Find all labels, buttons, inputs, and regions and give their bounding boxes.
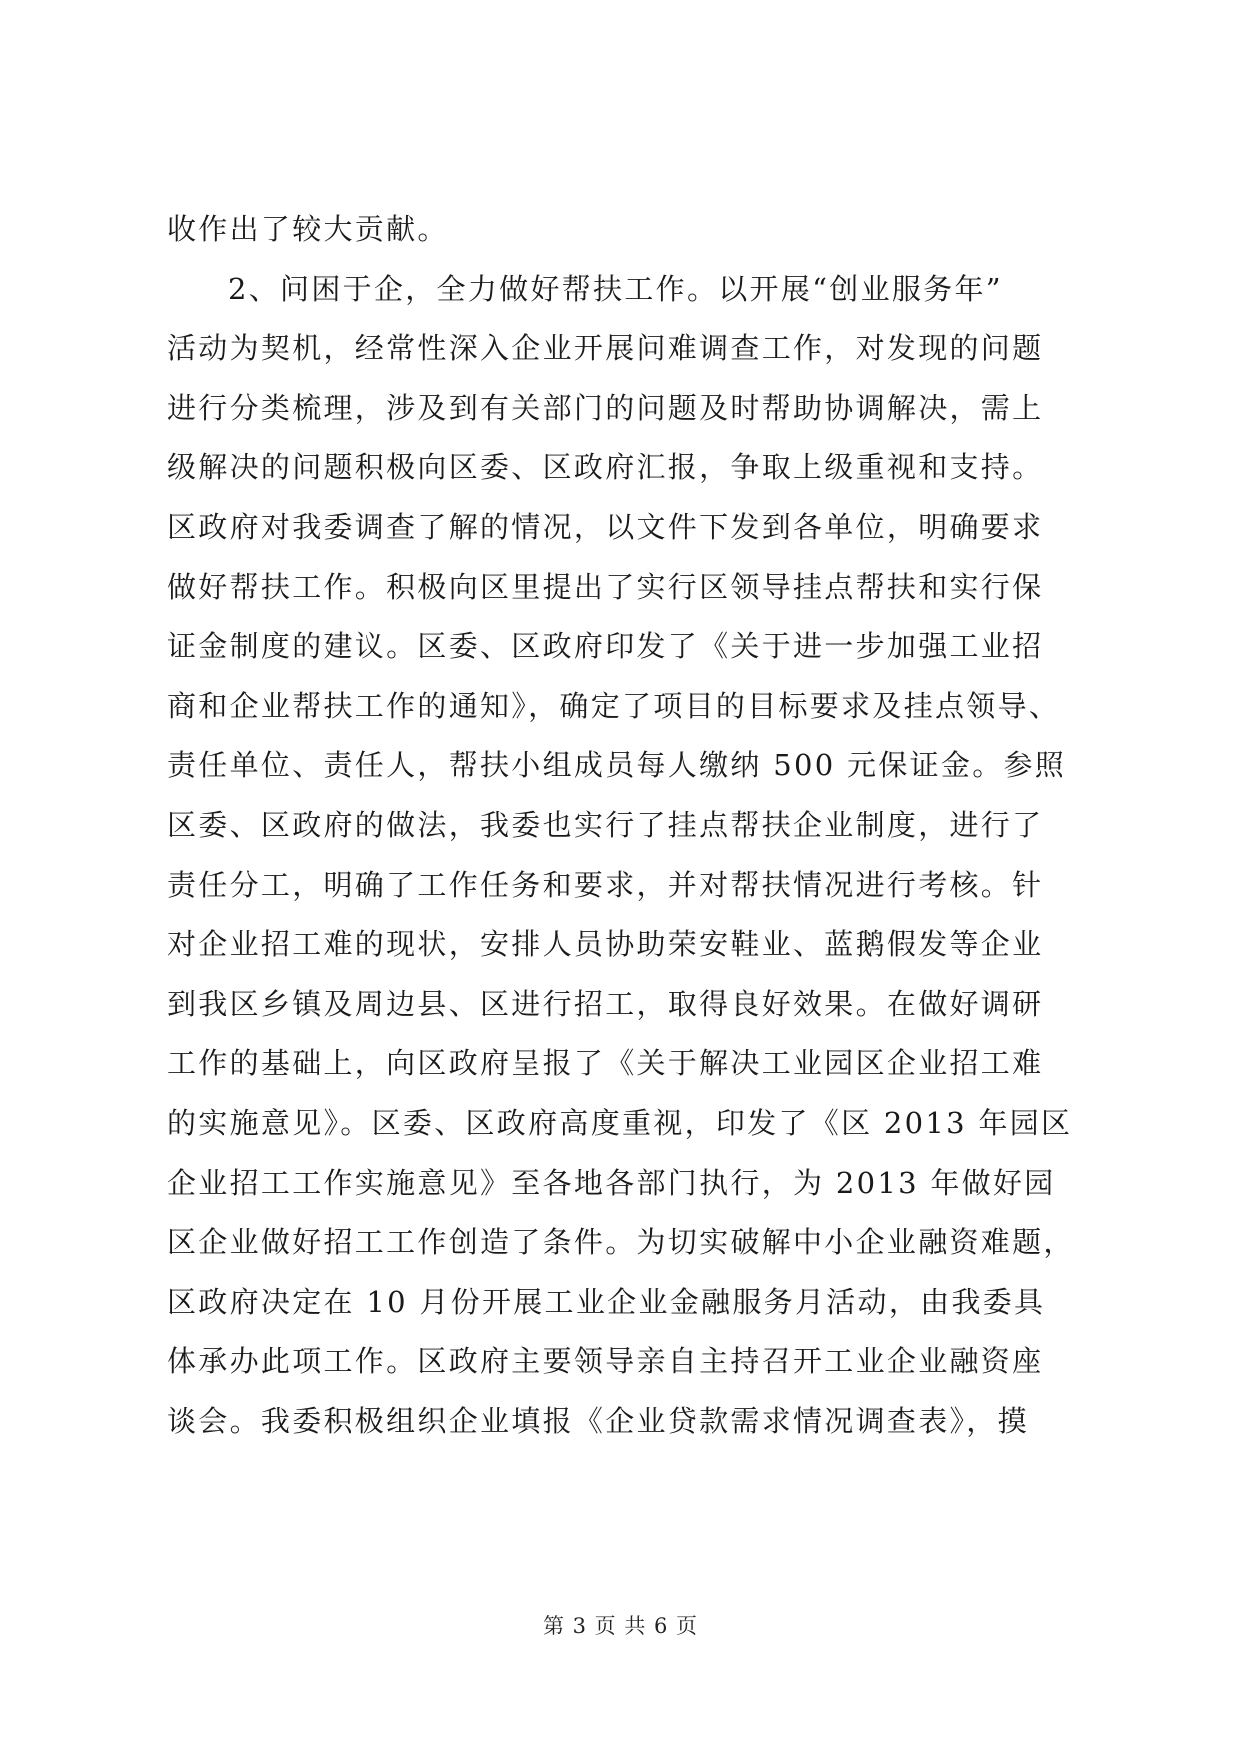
text-line: 活动为契机，经常性深入企业开展问难调查工作，对发现的问题 xyxy=(167,331,1044,366)
text-line: 责任单位、责任人，帮扶小组成员每人缴纳 500 元保证金。参照 xyxy=(167,748,1067,783)
text-line: 区政府决定在 10 月份开展工业企业金融服务月活动，由我委具 xyxy=(167,1284,1046,1319)
text-line: 的实施意见》。区委、区政府高度重视，印发了《区 2013 年园区 xyxy=(167,1105,1073,1140)
text-line: 区委、区政府的做法，我委也实行了挂点帮扶企业制度，进行了 xyxy=(167,807,1044,842)
text-line: 收作出了较大贡献。 xyxy=(167,212,449,246)
page-number-footer: 第 3 页 共 6 页 xyxy=(542,1614,699,1638)
text-line: 区企业做好招工工作创造了条件。为切实破解中小企业融资难题， xyxy=(167,1225,1075,1260)
text-line: 区政府对我委调查了解的情况，以文件下发到各单位，明确要求 xyxy=(167,509,1044,544)
text-line: 对企业招工难的现状，安排人员协助荣安鞋业、蓝鹅假发等企业 xyxy=(167,927,1044,962)
text-line: 商和企业帮扶工作的通知》，确定了项目的目标要求及挂点领导、 xyxy=(167,688,1061,723)
body-text xyxy=(167,200,1087,1451)
text-line: 级解决的问题积极向区委、区政府汇报，争取上级重视和支持。 xyxy=(167,450,1044,485)
text-line: 谈会。我委积极组织企业填报《企业贷款需求情况调查表》，摸 xyxy=(167,1403,1029,1438)
text-line: 企业招工工作实施意见》至各地各部门执行，为 2013 年做好园 xyxy=(167,1165,1056,1200)
text-line: 证金制度的建议。区委、区政府印发了《关于进一步加强工业招 xyxy=(167,629,1044,664)
text-line: 进行分类梳理，涉及到有关部门的问题及时帮助协调解决，需上 xyxy=(167,390,1044,425)
text-line: 体承办此项工作。区政府主要领导亲自主持召开工业企业融资座 xyxy=(167,1344,1044,1379)
text-line: 做好帮扶工作。积极向区里提出了实行区领导挂点帮扶和实行保 xyxy=(167,569,1044,604)
text-line: 到我区乡镇及周边县、区进行招工，取得良好效果。在做好调研 xyxy=(167,986,1044,1021)
text-line: 责任分工，明确了工作任务和要求，并对帮扶情况进行考核。针 xyxy=(167,867,1044,902)
paragraph-start-line: 2、问困于企，全力做好帮扶工作。以开展“创业服务年” xyxy=(228,271,1003,306)
text-line: 工作的基础上，向区政府呈报了《关于解决工业园区企业招工难 xyxy=(167,1046,1044,1081)
